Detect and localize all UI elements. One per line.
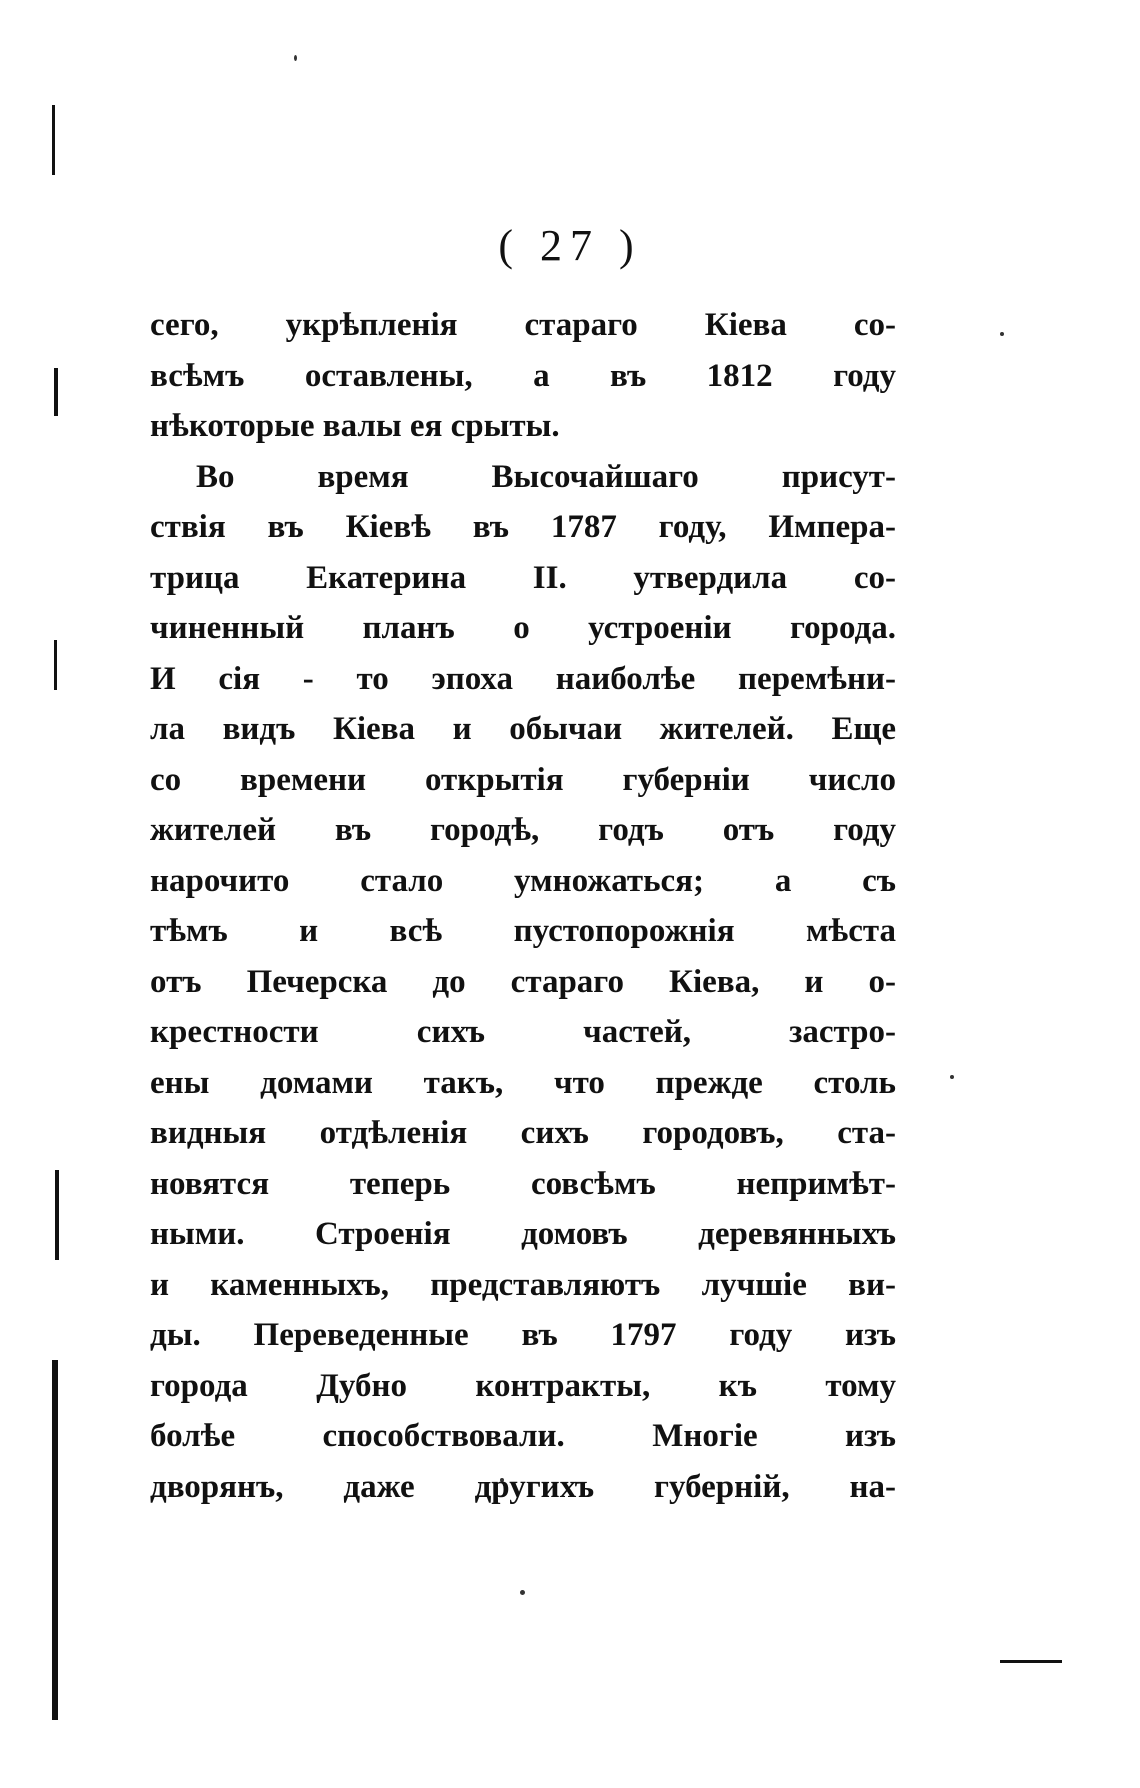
body-text bbox=[150, 300, 896, 1512]
scan-edge-mark bbox=[1000, 1660, 1062, 1663]
scan-edge-mark bbox=[54, 640, 57, 690]
text-line: болѣе способствовали. Многіе изъ bbox=[150, 1418, 896, 1454]
text-line: нарочито стало умножаться; а съ bbox=[150, 862, 896, 899]
text-line: сего, укрѣпленія стараго Кіева со- bbox=[150, 307, 896, 343]
text-line: со времени открытія губерніи число bbox=[150, 761, 896, 798]
text-line: ены домами такъ, что прежде столь bbox=[150, 1064, 896, 1101]
text-line: И сія - то эпоха наиболѣе перемѣни- bbox=[150, 660, 896, 697]
scan-speck bbox=[520, 1590, 525, 1595]
text-line: ла видъ Кіева и обычаи жителей. Еще bbox=[150, 711, 896, 747]
text-line: ствія въ Кіевѣ въ 1787 году, Импера- bbox=[150, 509, 896, 545]
text-line: дворянъ, даже другихъ губерній, на- bbox=[150, 1468, 896, 1505]
text-line: жителей въ городѣ, годъ отъ году bbox=[150, 812, 896, 848]
text-line: нѣкоторые валы ея срыты. bbox=[150, 408, 560, 444]
text-line: ды. Переведенные въ 1797 году изъ bbox=[150, 1317, 896, 1353]
scan-speck bbox=[1000, 332, 1004, 336]
text-line: трица Екатерина II. утвердила со- bbox=[150, 559, 896, 596]
text-line: новятся теперь совсѣмъ непримѣт- bbox=[150, 1165, 896, 1202]
text-line: отъ Печерска до стараго Кіева, и о- bbox=[150, 963, 896, 1000]
text-line: видныя отдѣленія сихъ городовъ, ста- bbox=[150, 1115, 896, 1151]
scan-edge-mark bbox=[55, 1170, 59, 1260]
text-line: чиненный планъ о устроеніи города. bbox=[150, 610, 896, 646]
page-number: ( 27 ) bbox=[498, 221, 642, 270]
text-line: тѣмъ и всѣ пустопорожнія мѣста bbox=[150, 913, 896, 949]
scan-edge-mark bbox=[54, 368, 58, 416]
scan-edge-mark bbox=[52, 105, 55, 175]
text-line: крестности сихъ частей, застро- bbox=[150, 1014, 896, 1050]
scan-speck bbox=[950, 1075, 954, 1079]
text-line: и каменныхъ, представляютъ лучшіе ви- bbox=[150, 1266, 896, 1303]
text-line: всѣмъ оставлены, а въ 1812 году bbox=[150, 357, 896, 394]
text-line: ными. Строенія домовъ деревянныхъ bbox=[150, 1216, 896, 1252]
scan-edge-mark bbox=[52, 1360, 58, 1720]
text-line: города Дубно контракты, къ тому bbox=[150, 1367, 896, 1404]
scan-speck bbox=[294, 55, 297, 61]
text-line: Во время Высочайшаго присут- bbox=[196, 458, 896, 495]
